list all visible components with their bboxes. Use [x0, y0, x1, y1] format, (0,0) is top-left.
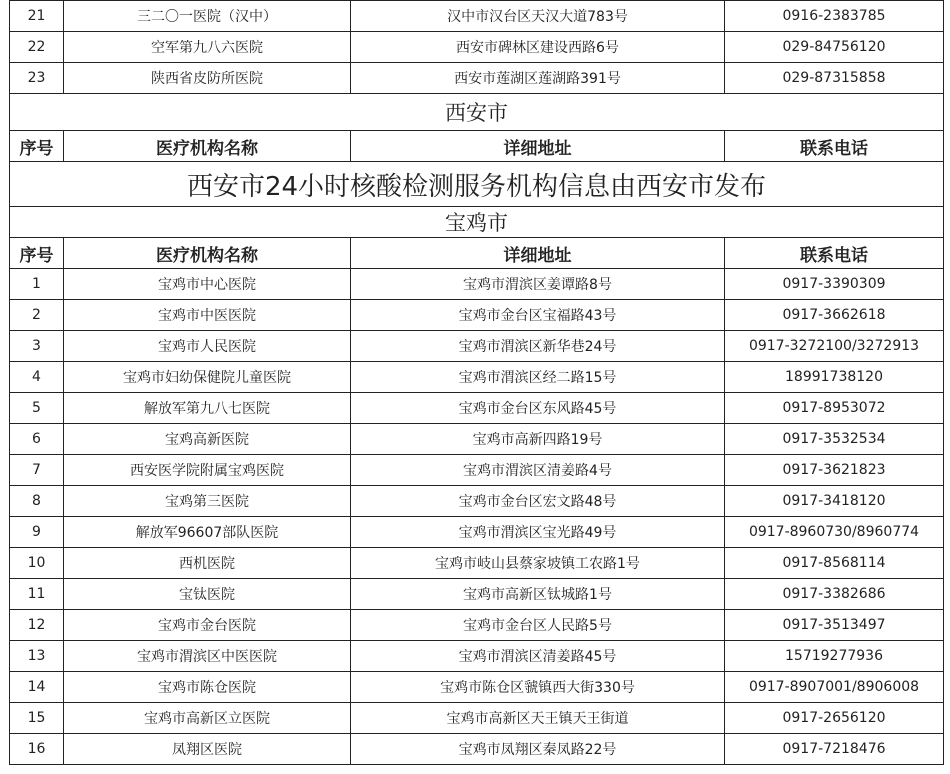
table-row [10, 424, 944, 455]
cell-address: 宝鸡市凤翔区秦凤路22号 [351, 734, 725, 765]
cell-name: 宝鸡市人民医院 [64, 331, 351, 362]
city-title: 西安市 [10, 94, 944, 131]
cell-no: 9 [10, 517, 64, 548]
table-row [10, 610, 944, 641]
table-row [10, 579, 944, 610]
cell-address: 宝鸡市渭滨区新华巷24号 [351, 331, 725, 362]
cell-name: 宝钛医院 [64, 579, 351, 610]
table-body [10, 1, 944, 765]
cell-phone: 029-84756120 [725, 32, 944, 63]
cell-no: 6 [10, 424, 64, 455]
cell-address: 宝鸡市高新四路19号 [351, 424, 725, 455]
cell-name: 宝鸡高新医院 [64, 424, 351, 455]
table-row [10, 331, 944, 362]
cell-no: 1 [10, 269, 64, 300]
header-no: 序号 [10, 131, 64, 162]
cell-name: 宝鸡市渭滨区中医医院 [64, 641, 351, 672]
table-row [10, 703, 944, 734]
cell-no: 16 [10, 734, 64, 765]
cell-phone: 15719277936 [725, 641, 944, 672]
cell-address: 西安市莲湖区莲湖路391号 [351, 63, 725, 94]
cell-address: 汉中市汉台区天汉大道783号 [351, 1, 725, 32]
header-name: 医疗机构名称 [64, 131, 351, 162]
cell-address: 宝鸡市渭滨区宝光路49号 [351, 517, 725, 548]
cell-address: 宝鸡市金台区人民路5号 [351, 610, 725, 641]
cell-address: 宝鸡市渭滨区经二路15号 [351, 362, 725, 393]
cell-name: 解放军96607部队医院 [64, 517, 351, 548]
header-phone: 联系电话 [725, 131, 944, 162]
table-row [10, 63, 944, 94]
cell-phone: 0917-3382686 [725, 579, 944, 610]
cell-phone: 0917-3418120 [725, 486, 944, 517]
cell-phone: 0917-8953072 [725, 393, 944, 424]
cell-no: 7 [10, 455, 64, 486]
cell-no: 8 [10, 486, 64, 517]
table-row [10, 455, 944, 486]
header-no: 序号 [10, 238, 64, 269]
cell-name: 宝鸡市中医医院 [64, 300, 351, 331]
table-row [10, 641, 944, 672]
cell-phone: 0917-8907001/8906008 [725, 672, 944, 703]
cell-phone: 0917-8568114 [725, 548, 944, 579]
city-title: 宝鸡市 [10, 207, 944, 238]
cell-no: 11 [10, 579, 64, 610]
cell-no: 3 [10, 331, 64, 362]
cell-phone: 0917-3662618 [725, 300, 944, 331]
cell-address: 宝鸡市岐山县蔡家坡镇工农路1号 [351, 548, 725, 579]
cell-phone: 0917-3621823 [725, 455, 944, 486]
cell-no: 15 [10, 703, 64, 734]
notice-row [10, 162, 944, 207]
table-row [10, 734, 944, 765]
cell-name: 宝鸡市金台医院 [64, 610, 351, 641]
cell-name: 空军第九八六医院 [64, 32, 351, 63]
cell-address: 宝鸡市高新区天王镇天王街道 [351, 703, 725, 734]
cell-address: 宝鸡市金台区宏文路48号 [351, 486, 725, 517]
cell-phone: 0917-3272100/3272913 [725, 331, 944, 362]
cell-no: 2 [10, 300, 64, 331]
cell-no: 23 [10, 63, 64, 94]
table-row [10, 517, 944, 548]
cell-no: 12 [10, 610, 64, 641]
city-section-baoji [10, 207, 944, 238]
cell-phone: 029-87315858 [725, 63, 944, 94]
cell-name: 宝鸡市中心医院 [64, 269, 351, 300]
table-row [10, 32, 944, 63]
cell-no: 4 [10, 362, 64, 393]
cell-phone: 0917-7218476 [725, 734, 944, 765]
table-row [10, 548, 944, 579]
table-row [10, 393, 944, 424]
cell-address: 西安市碑林区建设西路6号 [351, 32, 725, 63]
cell-phone: 0917-2656120 [725, 703, 944, 734]
cell-no: 14 [10, 672, 64, 703]
cell-name: 宝鸡市陈仓医院 [64, 672, 351, 703]
cell-address: 宝鸡市陈仓区虢镇西大街330号 [351, 672, 725, 703]
cell-phone: 0917-3390309 [725, 269, 944, 300]
table-row [10, 486, 944, 517]
cell-address: 宝鸡市金台区东风路45号 [351, 393, 725, 424]
cell-name: 宝鸡市妇幼保健院儿童医院 [64, 362, 351, 393]
table-row [10, 300, 944, 331]
header-phone: 联系电话 [725, 238, 944, 269]
header-address: 详细地址 [351, 131, 725, 162]
header-row [10, 238, 944, 269]
hospital-table [9, 0, 944, 765]
cell-phone: 0916-2383785 [725, 1, 944, 32]
cell-name: 凤翔区医院 [64, 734, 351, 765]
cell-phone: 0917-3513497 [725, 610, 944, 641]
table-row [10, 672, 944, 703]
cell-name: 西安医学院附属宝鸡医院 [64, 455, 351, 486]
cell-name: 西机医院 [64, 548, 351, 579]
cell-no: 21 [10, 1, 64, 32]
cell-phone: 0917-3532534 [725, 424, 944, 455]
cell-address: 宝鸡市金台区宝福路43号 [351, 300, 725, 331]
cell-name: 宝鸡市高新区立医院 [64, 703, 351, 734]
header-address: 详细地址 [351, 238, 725, 269]
cell-no: 13 [10, 641, 64, 672]
table-row [10, 362, 944, 393]
cell-address: 宝鸡市渭滨区姜谭路8号 [351, 269, 725, 300]
city-section-xian [10, 94, 944, 131]
notice-text: 西安市24小时核酸检测服务机构信息由西安市发布 [10, 162, 944, 207]
table-row [10, 269, 944, 300]
cell-no: 5 [10, 393, 64, 424]
cell-name: 陕西省皮防所医院 [64, 63, 351, 94]
cell-name: 三二〇一医院（汉中） [64, 1, 351, 32]
header-row [10, 131, 944, 162]
table-row [10, 1, 944, 32]
cell-address: 宝鸡市渭滨区清姜路4号 [351, 455, 725, 486]
cell-name: 解放军第九八七医院 [64, 393, 351, 424]
cell-address: 宝鸡市渭滨区清姜路45号 [351, 641, 725, 672]
cell-phone: 18991738120 [725, 362, 944, 393]
cell-no: 22 [10, 32, 64, 63]
cell-phone: 0917-8960730/8960774 [725, 517, 944, 548]
cell-no: 10 [10, 548, 64, 579]
cell-name: 宝鸡第三医院 [64, 486, 351, 517]
header-name: 医疗机构名称 [64, 238, 351, 269]
cell-address: 宝鸡市高新区钛城路1号 [351, 579, 725, 610]
